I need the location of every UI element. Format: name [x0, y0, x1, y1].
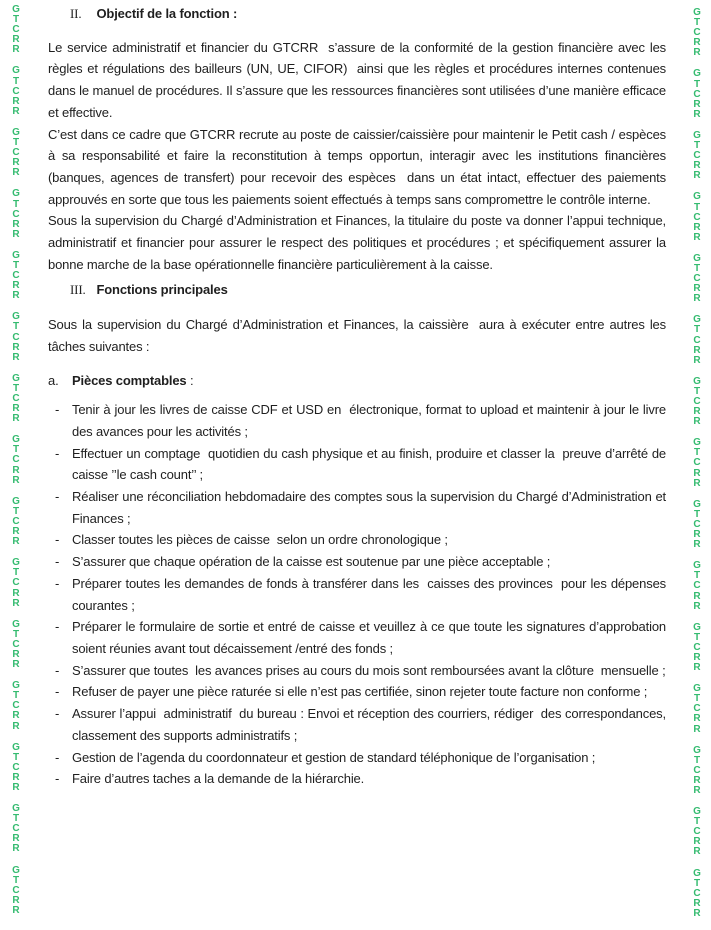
- watermark-letter: T: [12, 874, 20, 886]
- watermark-group: [693, 869, 701, 919]
- watermark-letter: R: [12, 280, 20, 292]
- watermark-letter: R: [12, 351, 20, 363]
- list-item: - Refuser de payer une pièce raturée si elle n’est pas certifiée, sinon rejeter toute facture non conforme ;: [48, 681, 666, 703]
- watermark-letter: T: [12, 321, 20, 333]
- watermark-letter: T: [12, 567, 20, 579]
- section-intro-paragraph: Sous la supervision du Chargé d’Administration et Finances, la caissière aura à exécuter entre autres les tâches suivantes :: [48, 317, 670, 354]
- watermark-letter: T: [693, 201, 701, 213]
- watermark-group: [693, 254, 701, 304]
- list-item: - Réaliser une réconciliation hebdomadaire des comptes sous la supervision du Chargé d’Administration et Finances ;: [48, 486, 666, 529]
- watermark-group: [12, 66, 20, 116]
- watermark-letter: C: [693, 764, 701, 776]
- watermark-letter: R: [12, 597, 20, 609]
- watermark-letter: T: [12, 505, 20, 517]
- watermark-letter: R: [693, 713, 701, 725]
- watermark-letter: G: [693, 68, 701, 80]
- watermark-group: [12, 558, 20, 608]
- watermark-letter: G: [693, 867, 701, 879]
- watermark-letter: G: [693, 498, 701, 510]
- watermark-group: [12, 743, 20, 793]
- watermark-letter: T: [693, 816, 701, 828]
- bullet-list: [48, 399, 670, 790]
- watermark-group: [12, 620, 20, 670]
- watermark-group: [693, 69, 701, 119]
- watermark-letter: R: [12, 659, 20, 671]
- intro-paragraph: Le service administratif et financier du GTCRR s’assure de la conformité de la gestion financière avec les règles et régulations des bailleurs (UN, UE, CIFOR) ainsi que les règles et procédures internes contenues dans le manuel de procédures. Il s’assure que les ressources financières sont utilisées d’une manière efficace et effective.: [48, 39, 670, 120]
- watermark-letter: R: [693, 231, 701, 243]
- watermark-letter: G: [693, 7, 701, 18]
- watermark-letter: R: [693, 539, 701, 551]
- list-item: - Effectuer un comptage quotidien du cash physique et au finish, produire et classer la preuve d’arrêté de caisse ’’le cash count’’ ;: [48, 443, 666, 486]
- watermark-letter: R: [693, 590, 701, 602]
- watermark-letter: R: [693, 662, 701, 674]
- watermark-letter: R: [693, 467, 701, 479]
- watermark-letter: C: [693, 396, 701, 407]
- watermark-left: [8, 0, 24, 927]
- watermark-letter: G: [693, 806, 701, 818]
- watermark-letter: T: [12, 813, 20, 825]
- watermark-letter: C: [12, 454, 20, 466]
- watermark-letter: G: [693, 621, 701, 633]
- watermark-group: [12, 5, 20, 55]
- watermark-letter: T: [12, 259, 20, 271]
- section-numeral: II.: [70, 6, 82, 21]
- watermark-letter: G: [12, 311, 20, 323]
- watermark-group: [693, 746, 701, 796]
- watermark-letter: R: [12, 894, 20, 906]
- watermark-letter: R: [693, 846, 701, 858]
- watermark-letter: T: [693, 140, 701, 152]
- watermark-letter: R: [12, 648, 20, 660]
- watermark-letter: R: [12, 341, 20, 353]
- watermark-letter: G: [693, 252, 701, 264]
- watermark-letter: C: [12, 331, 20, 343]
- section-numeral: III.: [70, 282, 86, 298]
- watermark-group: [12, 681, 20, 731]
- watermark-group: [12, 374, 20, 424]
- watermark-group: [12, 804, 20, 854]
- watermark-letter: T: [693, 754, 701, 766]
- watermark-letter: C: [12, 638, 20, 650]
- watermark-letter: C: [12, 24, 20, 36]
- watermark-group: [12, 866, 20, 916]
- intro-paragraph: C’est dans ce cadre que GTCRR recrute au poste de caissier/caissière pour maintenir le Petit cash / espèces à sa responsabilité et faire la reconstitution à temps opportun, interagir avec les institutions financières (banques, agences de transfert) pour recevoir des espèces dans un état intact, effectuer des paiements approuvés en sorte que tous les paiements soient effectués à temps sans compromettre le contrôle interne.: [48, 126, 670, 207]
- watermark-letter: R: [693, 897, 701, 909]
- watermark-letter: R: [12, 526, 20, 538]
- watermark-letter: G: [693, 437, 701, 449]
- watermark-group: [693, 684, 701, 734]
- watermark-letter: C: [693, 826, 701, 838]
- watermark-letter: C: [693, 88, 701, 100]
- watermark-letter: T: [693, 262, 701, 274]
- watermark-letter: C: [12, 823, 20, 835]
- watermark-letter: G: [12, 741, 20, 753]
- watermark-group: [693, 131, 701, 181]
- watermark-letter: G: [12, 4, 20, 15]
- list-item: - Tenir à jour les livres de caisse CDF et USD en électronique, format to upload et maintenir à jour le livre des avances pour les activités ;: [48, 399, 666, 442]
- watermark-letter: C: [693, 457, 701, 469]
- watermark-letter: C: [12, 884, 20, 896]
- watermark-letter: G: [693, 191, 701, 203]
- watermark-letter: R: [693, 98, 701, 110]
- watermark-letter: G: [12, 249, 20, 261]
- watermark-letter: R: [693, 774, 701, 786]
- watermark-letter: R: [12, 904, 20, 916]
- watermark-letter: T: [12, 444, 20, 456]
- watermark-letter: C: [12, 700, 20, 712]
- watermark-letter: T: [12, 198, 20, 210]
- watermark-group: [693, 192, 701, 242]
- watermark-letter: G: [693, 375, 701, 387]
- watermark-letter: T: [12, 382, 20, 394]
- watermark-letter: R: [693, 477, 701, 489]
- watermark-group: [12, 497, 20, 547]
- watermark-letter: T: [693, 631, 701, 643]
- watermark-letter: C: [12, 515, 20, 527]
- watermark-letter: R: [12, 536, 20, 548]
- watermark-letter: C: [693, 887, 701, 899]
- watermark-letter: T: [693, 78, 701, 90]
- watermark-letter: R: [12, 403, 20, 415]
- watermark-letter: G: [693, 560, 701, 572]
- watermark-letter: R: [12, 771, 20, 783]
- watermark-group: [12, 128, 20, 178]
- watermark-group: [12, 251, 20, 301]
- watermark-letter: R: [693, 785, 701, 796]
- document-content: [48, 3, 670, 790]
- watermark-letter: R: [12, 95, 20, 107]
- watermark-letter: T: [693, 693, 701, 705]
- watermark-letter: C: [12, 577, 20, 589]
- watermark-letter: R: [693, 723, 701, 735]
- watermark-letter: R: [12, 290, 20, 302]
- subsection-title: Pièces comptables: [72, 372, 187, 388]
- watermark-letter: R: [693, 108, 701, 120]
- list-item: - S’assurer que toutes les avances prises au cours du mois sont remboursées avant la clôture mensuelle ;: [48, 660, 666, 682]
- watermark-letter: R: [693, 354, 701, 366]
- watermark-letter: T: [693, 877, 701, 889]
- watermark-letter: G: [693, 314, 701, 326]
- list-item: - Préparer toutes les demandes de fonds à transférer dans les caisses des provinces pour les dépenses courantes ;: [48, 573, 666, 616]
- watermark-letter: R: [12, 34, 20, 46]
- watermark-group: [693, 438, 701, 488]
- watermark-letter: R: [693, 283, 701, 295]
- watermark-letter: R: [12, 720, 20, 732]
- watermark-letter: C: [693, 334, 701, 346]
- list-item: - Faire d’autres taches a la demande de la hiérarchie.: [48, 768, 666, 790]
- watermark-letter: T: [12, 628, 20, 640]
- watermark-group: [693, 561, 701, 611]
- section-title: Fonctions principales: [96, 282, 228, 298]
- watermark-letter: T: [12, 14, 20, 26]
- watermark-letter: C: [693, 27, 701, 39]
- watermark-letter: R: [12, 710, 20, 722]
- watermark-letter: T: [12, 751, 20, 763]
- watermark-letter: R: [693, 836, 701, 848]
- watermark-group: [693, 623, 701, 673]
- watermark-letter: C: [693, 150, 701, 162]
- watermark-letter: R: [12, 587, 20, 599]
- watermark-letter: R: [693, 344, 701, 356]
- watermark-letter: G: [12, 188, 20, 200]
- watermark-letter: R: [12, 843, 20, 855]
- watermark-letter: R: [12, 44, 20, 56]
- watermark-letter: R: [12, 413, 20, 425]
- list-item: - Préparer le formulaire de sortie et entré de caisse et veuillez à ce que toute les signatures d’approbation soient réunies avant tout décaissement /entré des fonds ;: [48, 616, 666, 659]
- watermark-letter: T: [693, 570, 701, 582]
- watermark-letter: T: [693, 385, 701, 397]
- watermark-letter: C: [12, 208, 20, 220]
- watermark-group: [693, 807, 701, 857]
- list-item: - Assurer l’appui administratif du bureau : Envoi et réception des courriers, rédiger des correspondances, classement des supports administratifs ;: [48, 703, 666, 746]
- watermark-group: [693, 377, 701, 427]
- watermark-letter: C: [12, 393, 20, 404]
- watermark-letter: G: [12, 434, 20, 446]
- watermark-letter: T: [12, 75, 20, 87]
- subsection-suffix: :: [186, 372, 194, 388]
- watermark-group: [693, 500, 701, 550]
- watermark-letter: C: [12, 85, 20, 97]
- watermark-letter: G: [12, 864, 20, 876]
- watermark-right: [689, 0, 705, 930]
- watermark-letter: G: [693, 744, 701, 756]
- watermark-letter: T: [693, 508, 701, 520]
- watermark-letter: G: [12, 495, 20, 507]
- watermark-letter: C: [12, 270, 20, 282]
- watermark-group: [693, 315, 701, 365]
- watermark-letter: G: [12, 372, 20, 384]
- watermark-letter: R: [693, 160, 701, 172]
- watermark-letter: R: [693, 529, 701, 541]
- watermark-group: [693, 8, 701, 58]
- section-heading-fonctions: [70, 279, 666, 301]
- subsection-numeral: a.: [48, 372, 59, 388]
- watermark-letter: T: [12, 137, 20, 149]
- watermark-letter: R: [12, 833, 20, 845]
- watermark-letter: R: [12, 167, 20, 179]
- watermark-letter: R: [693, 293, 701, 305]
- watermark-letter: G: [693, 683, 701, 695]
- watermark-letter: R: [693, 651, 701, 663]
- watermark-letter: R: [12, 474, 20, 486]
- subsection-heading-pieces-comptables: [48, 370, 666, 392]
- watermark-letter: C: [693, 580, 701, 592]
- watermark-letter: R: [12, 105, 20, 117]
- watermark-letter: G: [12, 618, 20, 630]
- watermark-letter: G: [12, 126, 20, 138]
- watermark-letter: R: [693, 170, 701, 182]
- list-item: - Classer toutes les pièces de caisse selon un ordre chronologique ;: [48, 529, 666, 551]
- watermark-letter: R: [12, 464, 20, 476]
- watermark-letter: C: [693, 641, 701, 653]
- intro-paragraph: Sous la supervision du Chargé d’Administration et Finances, la titulaire du poste va donner l’appui technique, administratif et financier pour assurer le respect des politiques et procédures ; et spécifiquement assurer la bonne marche de la base opérationnelle financière particulièrement à la caisse.: [48, 213, 670, 272]
- list-item: - S’assurer que chaque opération de la caisse est soutenue par une pièce acceptable ;: [48, 551, 666, 573]
- watermark-letter: G: [12, 557, 20, 569]
- watermark-letter: C: [693, 703, 701, 715]
- watermark-letter: C: [12, 147, 20, 159]
- watermark-letter: T: [693, 447, 701, 459]
- watermark-letter: T: [693, 17, 701, 29]
- watermark-group: [12, 435, 20, 485]
- watermark-letter: R: [693, 600, 701, 612]
- watermark-letter: R: [12, 157, 20, 169]
- watermark-letter: G: [12, 803, 20, 815]
- section-title: Objectif de la fonction :: [96, 6, 238, 21]
- watermark-letter: C: [693, 211, 701, 223]
- watermark-letter: G: [693, 129, 701, 141]
- watermark-letter: R: [693, 47, 701, 59]
- watermark-letter: R: [12, 228, 20, 240]
- watermark-letter: R: [693, 221, 701, 233]
- watermark-letter: R: [12, 218, 20, 230]
- watermark-letter: R: [693, 406, 701, 418]
- watermark-letter: R: [12, 782, 20, 793]
- watermark-letter: R: [693, 907, 701, 919]
- list-item: - Gestion de l’agenda du coordonnateur et gestion de standard téléphonique de l’organisation ;: [48, 747, 666, 769]
- watermark-group: [12, 189, 20, 239]
- watermark-letter: G: [12, 65, 20, 77]
- watermark-letter: C: [693, 518, 701, 530]
- watermark-letter: C: [12, 761, 20, 773]
- watermark-group: [12, 312, 20, 362]
- watermark-letter: R: [693, 37, 701, 49]
- section-heading-objectif: [70, 3, 666, 25]
- watermark-letter: T: [12, 690, 20, 702]
- watermark-letter: R: [693, 416, 701, 428]
- watermark-letter: G: [12, 680, 20, 692]
- watermark-letter: C: [693, 273, 701, 285]
- watermark-letter: T: [693, 324, 701, 336]
